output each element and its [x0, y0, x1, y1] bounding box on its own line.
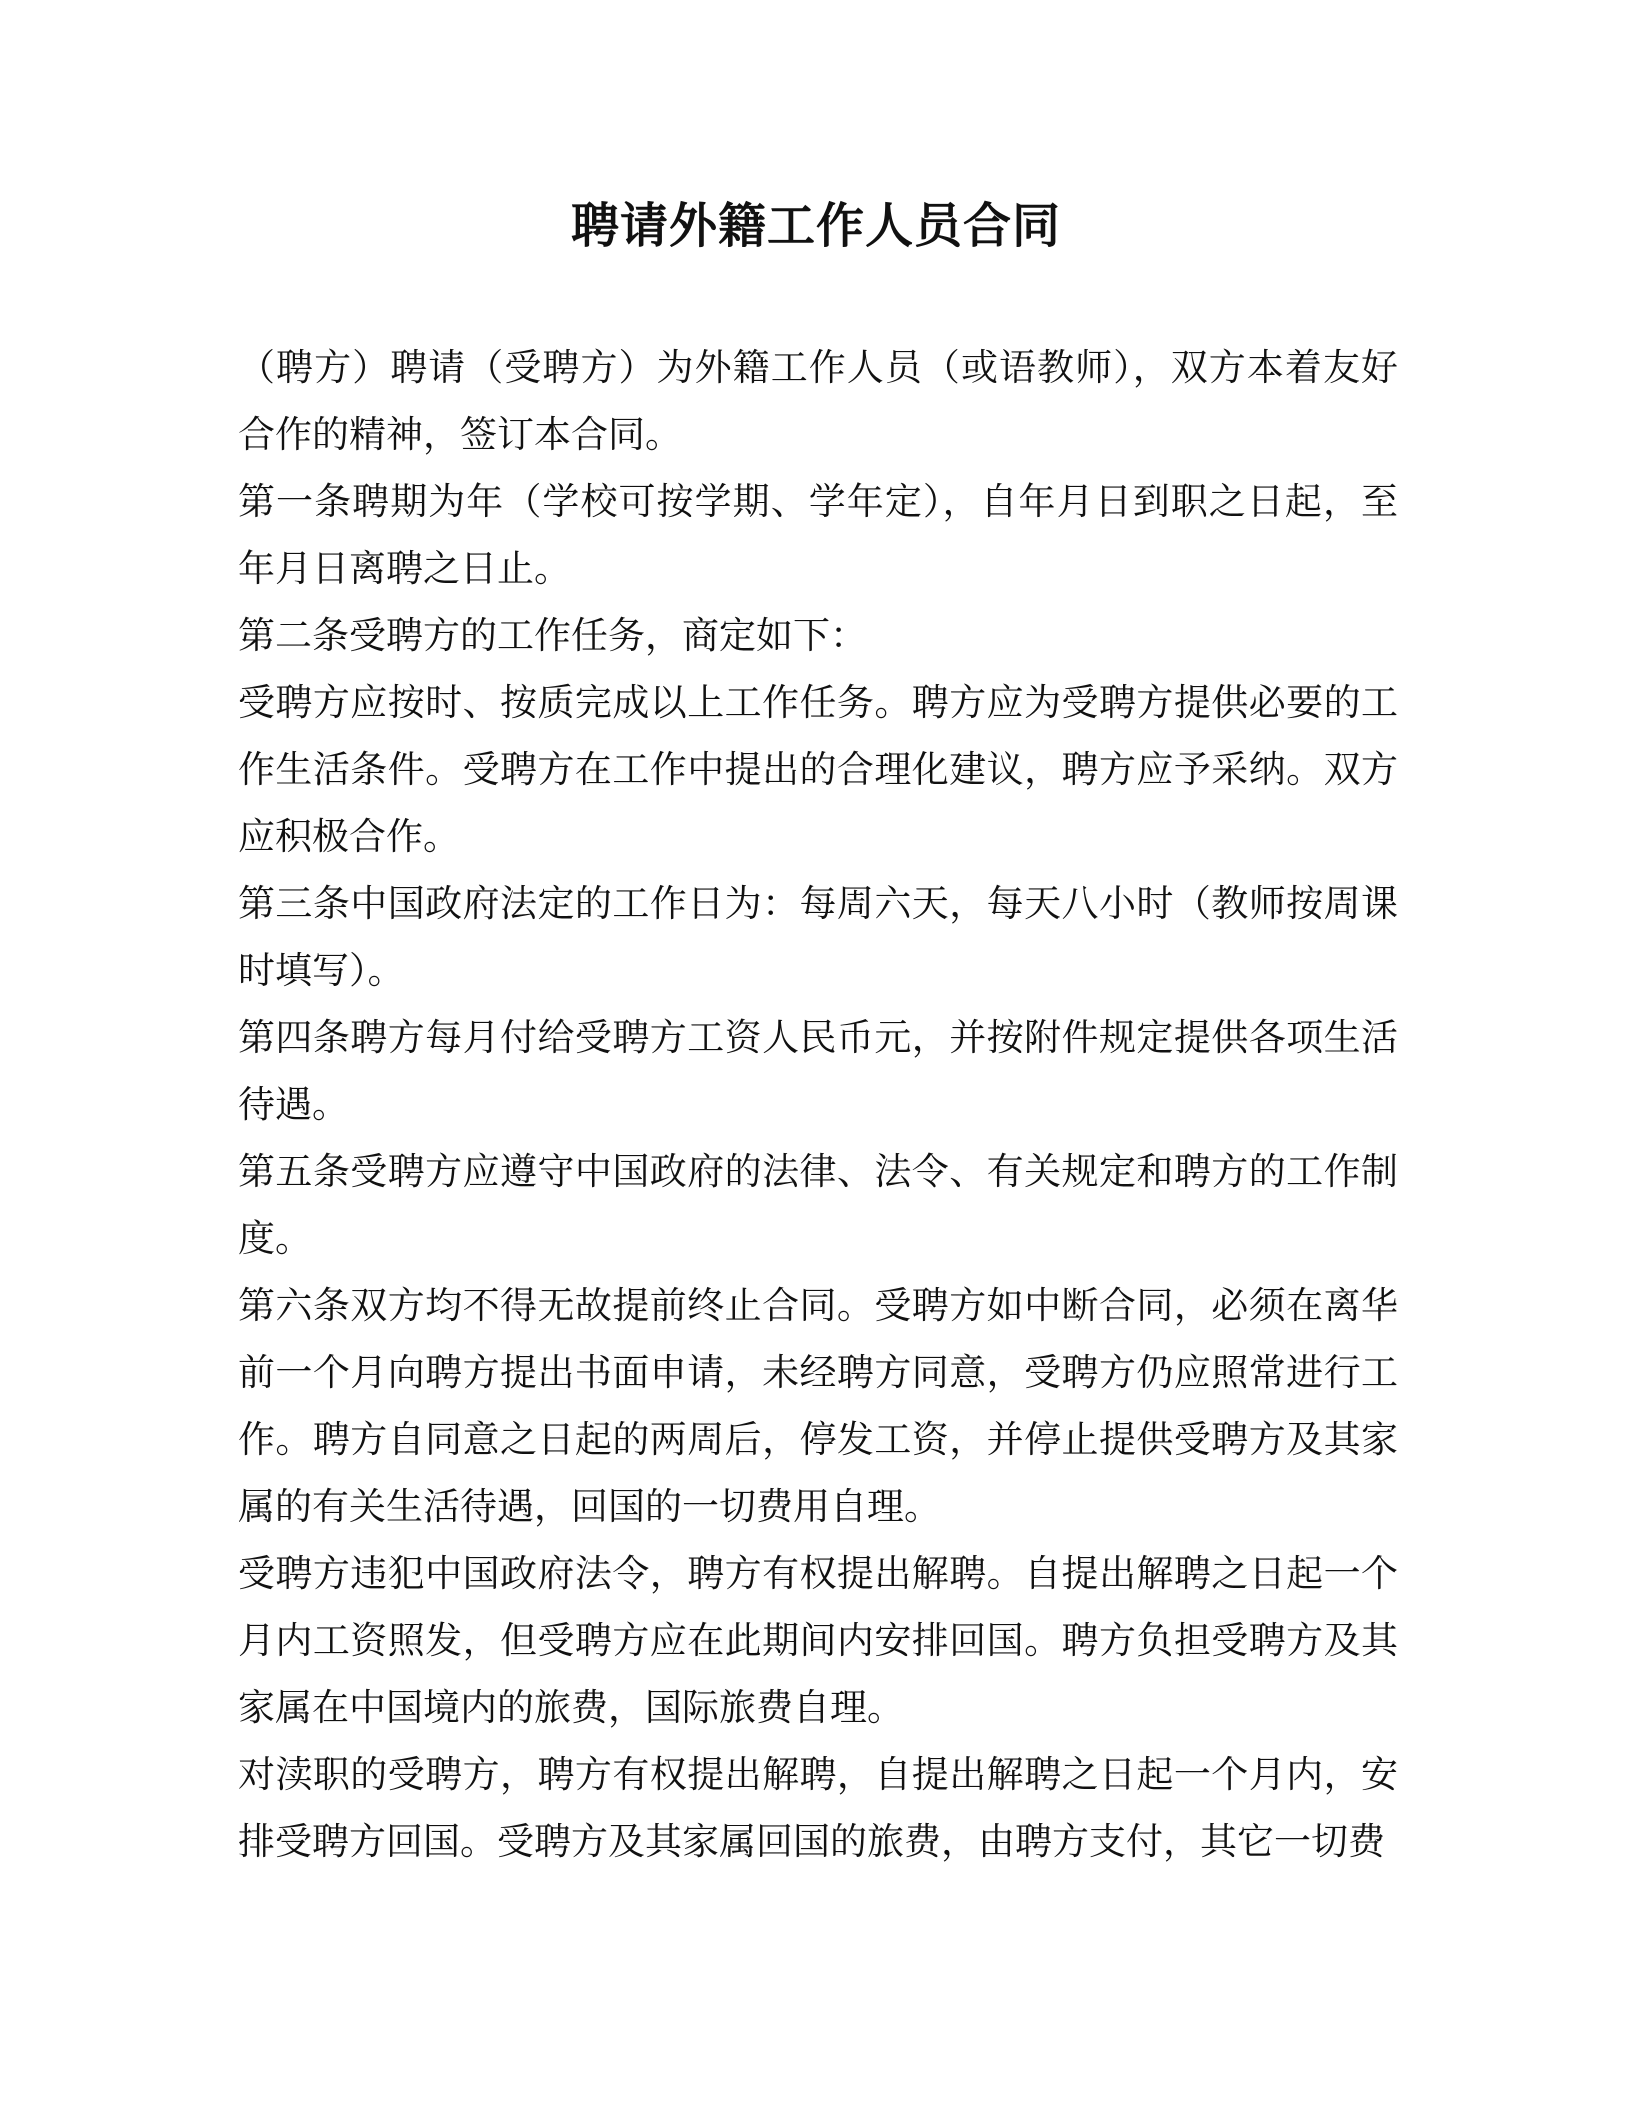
paragraph-article-2: 第二条受聘方的工作任务，商定如下： — [238, 614, 867, 657]
paragraph-article-2-detail: 受聘方应按时、按质完成以上工作任务。聘方应为受聘方提供必要的工作生活条件。受聘方在工作中提出的合理化建议，聘方应予采纳。双方应积极合作。 — [238, 681, 1398, 858]
paragraph-dismissal-violation: 受聘方违犯中国政府法令，聘方有权提出解聘。自提出解聘之日起一个月内工资照发，但受聘方应在此期间内安排回国。聘方负担受聘方及其家属在中国境内的旅费，国际旅费自理。 — [238, 1552, 1398, 1729]
paragraph-article-4: 第四条聘方每月付给受聘方工资人民币元，并按附件规定提供各项生活待遇。 — [238, 1016, 1398, 1126]
paragraph-article-6: 第六条双方均不得无故提前终止合同。受聘方如中断合同，必须在离华前一个月向聘方提出书面申请，未经聘方同意，受聘方仍应照常进行工作。聘方自同意之日起的两周后，停发工资，并停止提供受聘方及其家属的有关生活待遇，回国的一切费用自理。 — [238, 1284, 1398, 1528]
document-title: 聘请外籍工作人员合同 — [570, 198, 1061, 254]
paragraph-article-3: 第三条中国政府法定的工作日为：每周六天，每天八小时（教师按周课时填写）。 — [238, 882, 1398, 992]
paragraph-article-5: 第五条受聘方应遵守中国政府的法律、法令、有关规定和聘方的工作制度。 — [238, 1150, 1398, 1260]
paragraph-dismissal-negligence: 对渎职的受聘方，聘方有权提出解聘，自提出解聘之日起一个月内，安排受聘方回国。受聘方及其家属回国的旅费，由聘方支付，其它一切费 — [238, 1753, 1398, 1863]
document-body — [238, 334, 1398, 1875]
paragraph-article-1: 第一条聘期为年（学校可按学期、学年定），自年月日到职之日起，至年月日离聘之日止。 — [238, 480, 1398, 590]
paragraph-intro: （聘方）聘请（受聘方）为外籍工作人员（或语教师），双方本着友好合作的精神，签订本合同。 — [238, 346, 1398, 456]
